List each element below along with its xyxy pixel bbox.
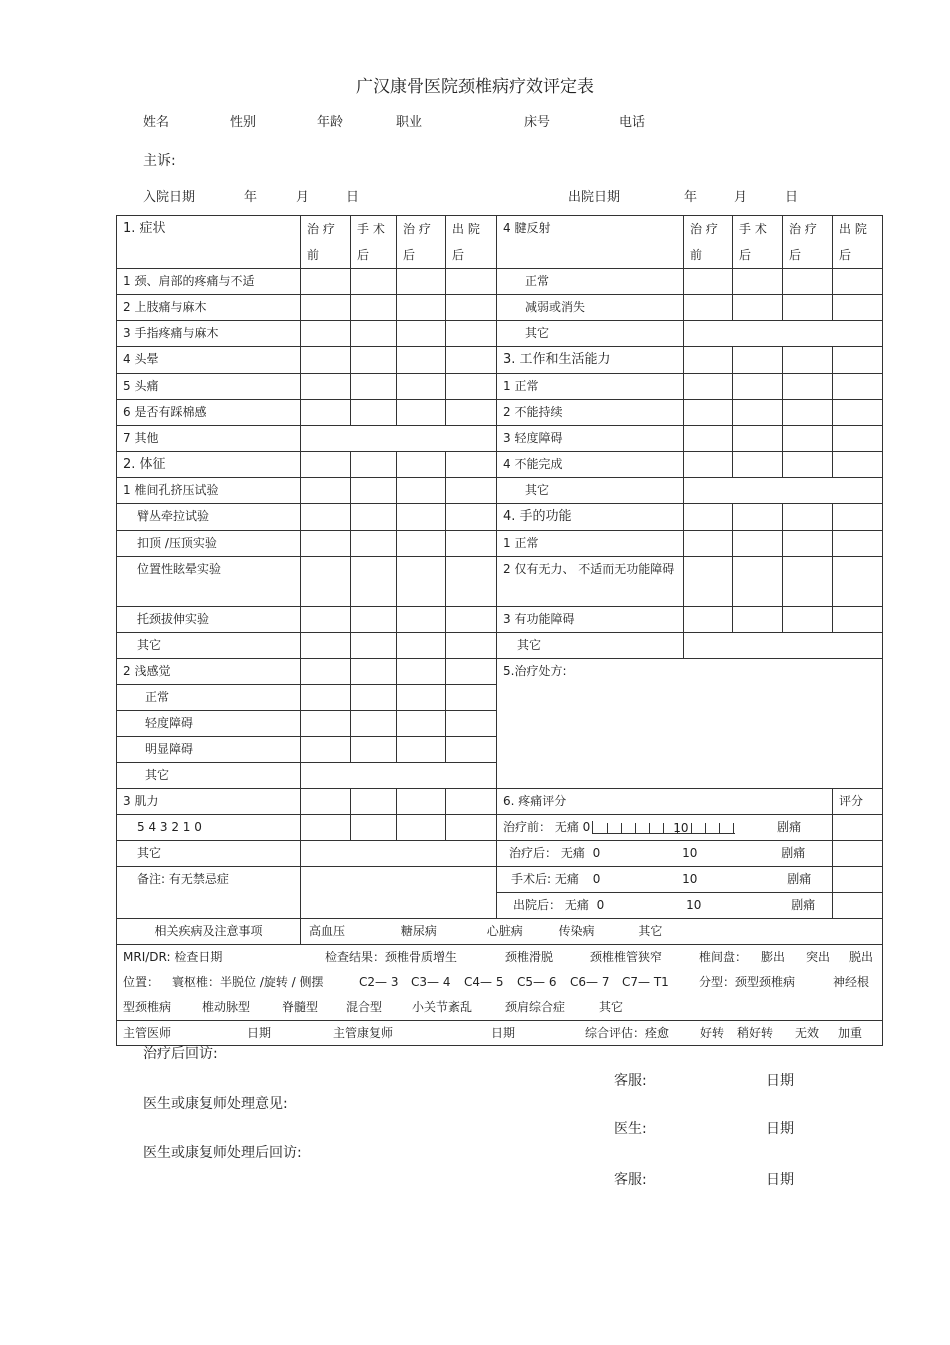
doctor-opinion-label: 医生或康复师处理意见: <box>143 1096 288 1112</box>
diseases-cell <box>301 919 883 945</box>
header-row <box>117 216 883 269</box>
pain-row-after-treatment <box>497 841 833 867</box>
entry-cell[interactable] <box>833 374 883 400</box>
page-title: 广汉康骨医院颈椎病疗效评定表 <box>356 77 594 97</box>
entry-cell[interactable] <box>684 347 733 374</box>
entry-cell[interactable] <box>397 685 446 711</box>
table-row <box>117 478 883 504</box>
admission-date-label: 入院日期 <box>143 190 196 205</box>
entry-cell[interactable] <box>446 347 497 374</box>
row-label: 托颈拔伸实验 <box>117 607 301 633</box>
entry-cell[interactable] <box>351 504 397 531</box>
entry-cell[interactable] <box>397 607 446 633</box>
doctor-label: 医生: <box>614 1121 647 1137</box>
entry-cell[interactable] <box>397 374 446 400</box>
discharge-date-label: 出院日期 <box>568 190 621 205</box>
entry-cell[interactable] <box>684 400 733 426</box>
entry-cell[interactable] <box>684 633 883 659</box>
entry-cell[interactable] <box>397 633 446 659</box>
entry-cell[interactable] <box>733 374 783 400</box>
entry-cell[interactable] <box>301 504 351 531</box>
entry-cell[interactable] <box>397 321 446 347</box>
pain-label: 出院后： 无痛 <box>513 898 589 912</box>
table-row <box>117 504 883 531</box>
entry-cell[interactable] <box>351 452 397 478</box>
row-label: 2 仅有无力、 不适而无功能障碍 <box>497 557 684 607</box>
entry-cell[interactable] <box>684 321 883 347</box>
row-label: 其它 <box>117 763 301 789</box>
entry-cell[interactable] <box>351 711 397 737</box>
row-label: 3 有功能障碍 <box>497 607 684 633</box>
entry-cell[interactable] <box>833 426 883 452</box>
pain-zero: 0 <box>592 872 601 886</box>
entry-cell[interactable] <box>301 426 497 452</box>
mri-result-hyperplasia[interactable]: 检查结果：颈椎骨质增生 <box>325 950 458 964</box>
entry-cell[interactable] <box>397 269 446 295</box>
disease-infectious[interactable]: 传染病 <box>558 924 595 938</box>
pain-score-cell[interactable] <box>833 867 883 893</box>
mri-neck-shoulder[interactable]: 颈肩综合症 <box>505 1000 566 1014</box>
overall-slight[interactable]: 稍好转 <box>737 1026 774 1040</box>
pain-severe: 剧痛 <box>787 872 812 886</box>
table-row <box>117 607 883 633</box>
entry-cell[interactable] <box>397 400 446 426</box>
pain-ten: 10 <box>686 898 702 912</box>
entry-cell[interactable] <box>301 711 351 737</box>
entry-cell[interactable] <box>833 531 883 557</box>
discharge-year: 年 <box>684 190 698 205</box>
mri-atlantoaxial[interactable]: 寰枢椎：半脱位 /旋转 / 侧摆 <box>172 975 324 989</box>
mri-type-nerve-root-cont: 型颈椎病 <box>123 1000 172 1014</box>
disease-hypertension[interactable]: 高血压 <box>309 924 346 938</box>
entry-cell[interactable] <box>783 504 833 531</box>
table-row <box>117 919 883 945</box>
table-row <box>117 841 883 867</box>
entry-cell[interactable] <box>684 295 733 321</box>
table-row <box>117 321 883 347</box>
entry-cell[interactable] <box>351 269 397 295</box>
entry-cell[interactable] <box>446 685 497 711</box>
row-label: 4 不能完成 <box>497 452 684 478</box>
entry-cell[interactable] <box>446 789 497 815</box>
mri-c7-t1[interactable]: C7— T1 <box>622 975 669 989</box>
entry-cell[interactable] <box>684 426 733 452</box>
entry-cell[interactable] <box>783 452 833 478</box>
entry-cell[interactable] <box>397 789 446 815</box>
entry-cell[interactable] <box>301 841 497 867</box>
mri-check-date: MRI/DR: 检查日期 <box>123 950 223 964</box>
overall-cured[interactable]: 综合评估：痊愈 <box>585 1026 670 1040</box>
entry-cell[interactable] <box>833 269 883 295</box>
contraindication-label: 备注: 有无禁忌症 <box>117 867 301 919</box>
entry-cell[interactable] <box>446 607 497 633</box>
entry-cell[interactable] <box>783 400 833 426</box>
entry-cell[interactable] <box>833 504 883 531</box>
doctor-followup-label: 医生或康复师处理后回访: <box>143 1145 302 1161</box>
entry-cell[interactable] <box>301 347 351 374</box>
row-label: 1 颈、肩部的疼痛与不适 <box>117 269 301 295</box>
row-label: 3 轻度障碍 <box>497 426 684 452</box>
mri-disc-protrusion[interactable]: 突出 <box>806 950 831 964</box>
admission-year: 年 <box>244 190 258 205</box>
row-label: 扣顶 /压顶实验 <box>117 531 301 557</box>
entry-cell[interactable] <box>301 400 351 426</box>
mri-spondylolisthesis[interactable]: 颈椎滑脱 <box>505 950 554 964</box>
entry-cell[interactable] <box>733 269 783 295</box>
table-row <box>117 531 883 557</box>
entry-cell[interactable] <box>446 269 497 295</box>
disease-heart[interactable]: 心脏病 <box>486 924 523 938</box>
date-label-1: 日期 <box>766 1073 794 1089</box>
entry-cell[interactable] <box>301 321 351 347</box>
entry-cell[interactable] <box>833 557 883 607</box>
mri-c3-4[interactable]: C3— 4 <box>411 975 451 989</box>
entry-cell[interactable] <box>397 557 446 607</box>
entry-cell[interactable] <box>684 607 733 633</box>
gender-label: 性别 <box>230 115 257 130</box>
entry-cell[interactable] <box>446 374 497 400</box>
mri-cell <box>117 945 883 1021</box>
entry-cell[interactable] <box>301 478 351 504</box>
entry-cell[interactable] <box>446 659 497 685</box>
entry-cell[interactable] <box>301 789 351 815</box>
reflex-header: 4 腱反射 <box>497 216 684 269</box>
entry-cell[interactable] <box>446 295 497 321</box>
row-label: 5 头痛 <box>117 374 301 400</box>
row-label: 1 椎间孔挤压试验 <box>117 478 301 504</box>
table-row <box>117 867 883 893</box>
row-label: 明显障碍 <box>117 737 301 763</box>
overall-worse[interactable]: 加重 <box>838 1026 863 1040</box>
signoff-row <box>117 1021 883 1046</box>
mri-type-vertebral-artery[interactable]: 椎动脉型 <box>202 1000 251 1014</box>
entry-cell[interactable] <box>733 557 783 607</box>
table-row <box>117 295 883 321</box>
row-label: 其它 <box>497 633 684 659</box>
table-row <box>117 633 883 659</box>
entry-cell[interactable] <box>833 400 883 426</box>
entry-cell[interactable] <box>446 737 497 763</box>
section-title: 4. 手的功能 <box>497 504 684 531</box>
after-treatment-header: 治 疗 后 <box>783 216 833 269</box>
before-header: 治 疗 前 <box>684 216 733 269</box>
entry-cell[interactable] <box>446 711 497 737</box>
pain-score-cell[interactable] <box>833 815 883 841</box>
entry-cell[interactable] <box>733 426 783 452</box>
discharge-header: 出 院 后 <box>833 216 883 269</box>
overall-improved[interactable]: 好转 <box>700 1026 725 1040</box>
table-row <box>117 400 883 426</box>
pain-label: 治疗前： 无痛 <box>503 820 579 834</box>
row-label: 3 肌力 <box>117 789 301 815</box>
entry-cell[interactable] <box>351 815 397 841</box>
admission-month: 月 <box>296 190 310 205</box>
entry-cell[interactable] <box>684 478 883 504</box>
mri-type-nerve-root[interactable]: 神经根 <box>833 975 870 989</box>
table-row <box>117 347 883 374</box>
row-label: 位置性眩晕实验 <box>117 557 301 607</box>
table-row <box>117 374 883 400</box>
entry-cell[interactable] <box>351 400 397 426</box>
discharge-month: 月 <box>734 190 748 205</box>
mri-stenosis[interactable]: 颈椎椎管狭窄 <box>590 950 663 964</box>
entry-cell[interactable] <box>446 452 497 478</box>
entry-cell[interactable] <box>351 295 397 321</box>
date-label-2: 日期 <box>766 1121 794 1137</box>
table-row <box>117 452 883 478</box>
row-label: 4 头晕 <box>117 347 301 374</box>
entry-cell[interactable] <box>783 607 833 633</box>
pain-ten: 10 <box>673 821 689 835</box>
signoff-cell <box>117 1021 883 1046</box>
entry-cell[interactable] <box>351 789 397 815</box>
entry-cell[interactable] <box>397 531 446 557</box>
related-diseases-label: 相关疾病及注意事项 <box>117 919 301 945</box>
mri-disc-label: 椎间盘： <box>699 950 748 964</box>
table-row <box>117 789 883 815</box>
entry-cell[interactable] <box>783 426 833 452</box>
pain-score-header: 评分 <box>833 789 883 815</box>
entry-cell[interactable] <box>783 374 833 400</box>
entry-cell[interactable] <box>301 867 497 919</box>
name-label: 姓名 <box>143 115 170 130</box>
row-label: 6 是否有踩棉感 <box>117 400 301 426</box>
entry-cell[interactable] <box>397 504 446 531</box>
discharge-day: 日 <box>785 190 799 205</box>
entry-cell[interactable] <box>446 478 497 504</box>
row-label: 其它 <box>497 478 684 504</box>
entry-cell[interactable] <box>684 557 733 607</box>
entry-cell[interactable] <box>351 607 397 633</box>
row-label: 其它 <box>497 321 684 347</box>
discharge-header: 出 院 后 <box>446 216 497 269</box>
mri-c2-3[interactable]: C2— 3 <box>359 975 399 989</box>
row-label: 减弱或消失 <box>497 295 684 321</box>
entry-cell[interactable] <box>351 685 397 711</box>
entry-cell[interactable] <box>351 633 397 659</box>
mri-other[interactable]: 其它 <box>599 1000 624 1014</box>
pain-title: 6. 疼痛评分 <box>497 789 833 815</box>
row-label: 1 正常 <box>497 374 684 400</box>
phone-label: 电话 <box>619 115 646 130</box>
pain-severe: 剧痛 <box>777 820 802 834</box>
entry-cell[interactable] <box>301 452 351 478</box>
pain-ten: 10 <box>682 872 698 886</box>
disease-other[interactable]: 其它 <box>638 924 663 938</box>
section-title: 2. 体征 <box>117 452 301 478</box>
rehab-therapist-label: 主管康复师 <box>333 1026 394 1040</box>
entry-cell[interactable] <box>301 557 351 607</box>
entry-cell[interactable] <box>733 531 783 557</box>
service-label-1: 客服: <box>614 1073 647 1089</box>
complaint-label: 主诉: <box>143 153 176 169</box>
entry-cell[interactable] <box>301 815 351 841</box>
evaluation-table <box>116 215 883 1046</box>
section-title: 3. 工作和生活能力 <box>497 347 684 374</box>
entry-cell[interactable] <box>833 295 883 321</box>
row-label: 臂丛牵拉试验 <box>117 504 301 531</box>
entry-cell[interactable] <box>446 633 497 659</box>
entry-cell[interactable] <box>301 374 351 400</box>
entry-cell[interactable] <box>783 347 833 374</box>
row-label: 1 正常 <box>497 531 684 557</box>
pain-score-cell[interactable] <box>833 841 883 867</box>
entry-cell[interactable] <box>301 737 351 763</box>
muscle-grades: 5 4 3 2 1 0 <box>117 815 301 841</box>
mri-position-label: 位置： <box>123 975 160 989</box>
pain-row-after-surgery <box>497 867 833 893</box>
entry-cell[interactable] <box>397 815 446 841</box>
entry-cell[interactable] <box>684 452 733 478</box>
entry-cell[interactable] <box>351 478 397 504</box>
doctor-date-label: 日期 <box>247 1026 272 1040</box>
table-row <box>117 426 883 452</box>
therapist-date-label: 日期 <box>491 1026 516 1040</box>
entry-cell[interactable] <box>351 347 397 374</box>
entry-cell[interactable] <box>783 557 833 607</box>
mri-c4-5[interactable]: C4— 5 <box>464 975 504 989</box>
followup-after-treatment-label: 治疗后回访: <box>143 1046 218 1062</box>
entry-cell[interactable] <box>833 452 883 478</box>
entry-cell[interactable] <box>446 557 497 607</box>
entry-cell[interactable] <box>397 711 446 737</box>
entry-cell[interactable] <box>301 659 351 685</box>
entry-cell[interactable] <box>833 607 883 633</box>
entry-cell[interactable] <box>446 815 497 841</box>
row-label: 其它 <box>117 633 301 659</box>
date-label-3: 日期 <box>766 1172 794 1188</box>
row-label: 2 浅感觉 <box>117 659 301 685</box>
table-row <box>117 659 883 685</box>
row-label: 3 手指疼痛与麻木 <box>117 321 301 347</box>
mri-disc-bulge[interactable]: 膨出 <box>761 950 786 964</box>
row-label: 正常 <box>117 685 301 711</box>
entry-cell[interactable] <box>733 295 783 321</box>
attending-doctor-label: 主管医师 <box>123 1026 172 1040</box>
entry-cell[interactable] <box>684 504 733 531</box>
row-label: 2 不能持续 <box>497 400 684 426</box>
mri-c6-7[interactable]: C6— 7 <box>570 975 610 989</box>
entry-cell[interactable] <box>301 685 351 711</box>
pain-row-before <box>497 815 833 841</box>
entry-cell[interactable] <box>351 531 397 557</box>
mri-c5-6[interactable]: C5— 6 <box>517 975 557 989</box>
row-label: 其它 <box>117 841 301 867</box>
after-surgery-header: 手 术 后 <box>733 216 783 269</box>
entry-cell[interactable] <box>301 269 351 295</box>
after-treatment-header: 治 疗 后 <box>397 216 446 269</box>
disease-diabetes[interactable]: 糖尿病 <box>400 924 437 938</box>
overall-ineffective[interactable]: 无效 <box>795 1026 820 1040</box>
pain-severe: 剧痛 <box>781 846 806 860</box>
mri-type-myelopathy[interactable]: 脊髓型 <box>282 1000 319 1014</box>
service-label-2: 客服: <box>614 1172 647 1188</box>
entry-cell[interactable] <box>446 531 497 557</box>
entry-cell[interactable] <box>684 269 733 295</box>
entry-cell[interactable] <box>833 347 883 374</box>
admission-day: 日 <box>346 190 360 205</box>
age-label: 年龄 <box>317 115 344 130</box>
mri-row <box>117 945 883 1021</box>
pain-score-cell[interactable] <box>833 893 883 919</box>
prescription-cell[interactable] <box>497 659 883 789</box>
row-label: 2 上肢痛与麻木 <box>117 295 301 321</box>
mri-line-3 <box>123 995 876 1020</box>
pain-scale[interactable] <box>592 821 735 834</box>
entry-cell[interactable] <box>397 737 446 763</box>
entry-cell[interactable] <box>783 295 833 321</box>
pain-zero: 0 <box>592 846 601 860</box>
entry-cell[interactable] <box>351 374 397 400</box>
pain-row-discharge <box>497 893 833 919</box>
mri-type-cervical[interactable]: 分型：颈型颈椎病 <box>699 975 796 989</box>
mri-line-1 <box>123 945 876 970</box>
mri-line-2 <box>123 970 876 995</box>
entry-cell[interactable] <box>684 374 733 400</box>
entry-cell[interactable] <box>301 531 351 557</box>
entry-cell[interactable] <box>301 295 351 321</box>
bed-label: 床号 <box>524 115 551 130</box>
prescription-label: 5.治疗处方: <box>503 664 567 678</box>
entry-cell[interactable] <box>733 347 783 374</box>
entry-cell[interactable] <box>733 607 783 633</box>
pain-zero: 0 <box>582 820 591 834</box>
row-label: 正常 <box>497 269 684 295</box>
pain-severe: 剧痛 <box>791 898 816 912</box>
table-row <box>117 269 883 295</box>
entry-cell[interactable] <box>783 269 833 295</box>
mri-disc-extrusion[interactable]: 脱出 <box>849 950 874 964</box>
pain-ten: 10 <box>682 846 698 860</box>
entry-cell[interactable] <box>733 452 783 478</box>
row-label: 轻度障碍 <box>117 711 301 737</box>
occupation-label: 职业 <box>396 115 423 130</box>
entry-cell[interactable] <box>397 347 446 374</box>
pain-label: 手术后: 无痛 <box>511 872 579 886</box>
mri-facet-disorder[interactable]: 小关节紊乱 <box>412 1000 473 1014</box>
after-surgery-header: 手 术 后 <box>351 216 397 269</box>
entry-cell[interactable] <box>301 607 351 633</box>
entry-cell[interactable] <box>783 531 833 557</box>
entry-cell[interactable] <box>446 400 497 426</box>
entry-cell[interactable] <box>733 400 783 426</box>
entry-cell[interactable] <box>733 504 783 531</box>
entry-cell[interactable] <box>446 321 497 347</box>
entry-cell[interactable] <box>351 557 397 607</box>
entry-cell[interactable] <box>351 321 397 347</box>
pain-zero: 0 <box>596 898 605 912</box>
entry-cell[interactable] <box>397 452 446 478</box>
pain-label: 治疗后： 无痛 <box>509 846 585 860</box>
table-row <box>117 815 883 841</box>
table-row <box>117 557 883 607</box>
entry-cell[interactable] <box>301 763 497 789</box>
entry-cell[interactable] <box>351 737 397 763</box>
entry-cell[interactable] <box>397 478 446 504</box>
mri-type-mixed[interactable]: 混合型 <box>346 1000 383 1014</box>
entry-cell[interactable] <box>684 531 733 557</box>
symptoms-header: 1. 症状 <box>117 216 301 269</box>
entry-cell[interactable] <box>446 504 497 531</box>
row-label: 7 其他 <box>117 426 301 452</box>
entry-cell[interactable] <box>397 295 446 321</box>
before-header: 治 疗 前 <box>301 216 351 269</box>
entry-cell[interactable] <box>397 659 446 685</box>
entry-cell[interactable] <box>301 633 351 659</box>
entry-cell[interactable] <box>351 659 397 685</box>
